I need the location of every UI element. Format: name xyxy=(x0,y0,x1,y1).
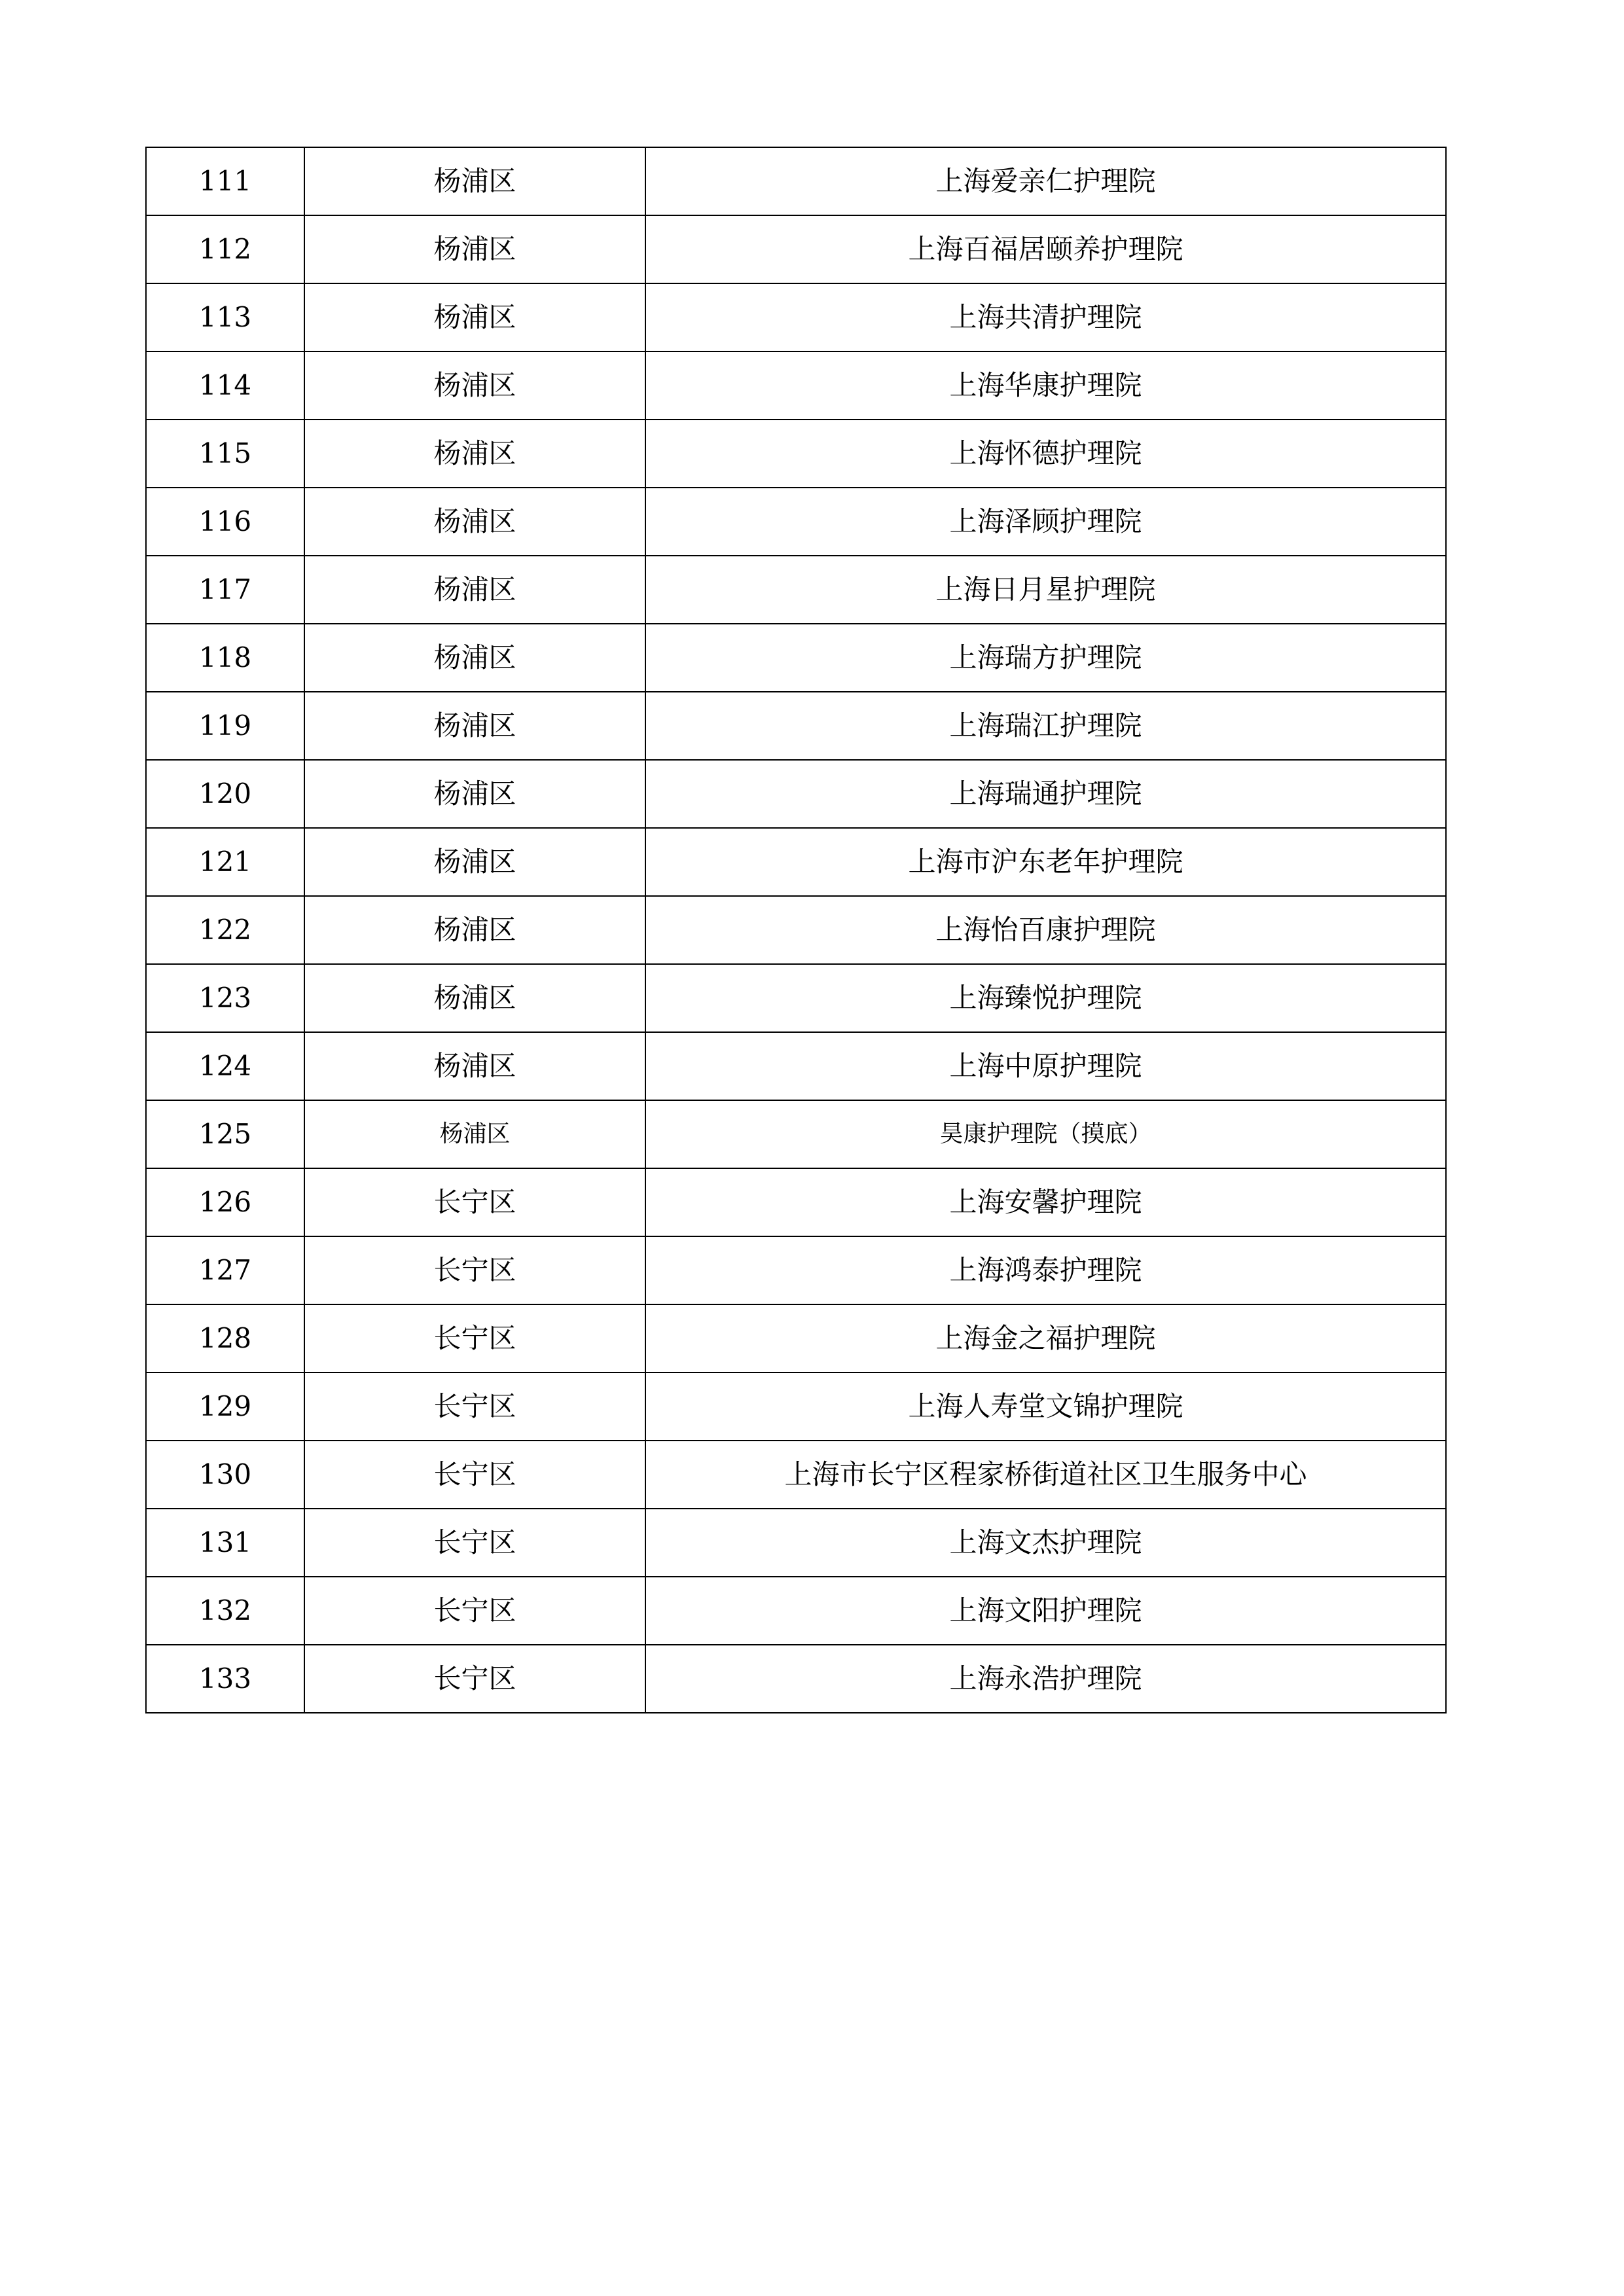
table-row xyxy=(146,760,1446,828)
institution-name-cell: 上海怀德护理院 xyxy=(645,420,1446,488)
row-number: 112 xyxy=(146,215,304,283)
row-number: 121 xyxy=(146,828,304,896)
institution-name-cell: 上海瑞通护理院 xyxy=(645,760,1446,828)
row-number: 125 xyxy=(146,1100,304,1168)
institution-name-cell: 上海瑞江护理院 xyxy=(645,692,1446,760)
institution-name-cell: 昊康护理院（摸底） xyxy=(645,1100,1446,1168)
row-number: 133 xyxy=(146,1645,304,1713)
district-cell: 杨浦区 xyxy=(304,1100,645,1168)
table-row xyxy=(146,1168,1446,1236)
institution-name-cell: 上海人寿堂文锦护理院 xyxy=(645,1372,1446,1441)
district-cell: 长宁区 xyxy=(304,1509,645,1577)
district-cell: 杨浦区 xyxy=(304,828,645,896)
table-row xyxy=(146,1645,1446,1713)
district-cell: 杨浦区 xyxy=(304,488,645,556)
district-cell: 长宁区 xyxy=(304,1645,645,1713)
institution-name-cell: 上海百福居颐养护理院 xyxy=(645,215,1446,283)
institution-name-cell: 上海日月星护理院 xyxy=(645,556,1446,624)
table-row xyxy=(146,1032,1446,1100)
institution-name-cell: 上海爱亲仁护理院 xyxy=(645,147,1446,215)
institution-name-cell: 上海永浩护理院 xyxy=(645,1645,1446,1713)
institution-name-cell: 上海市沪东老年护理院 xyxy=(645,828,1446,896)
district-cell: 长宁区 xyxy=(304,1236,645,1304)
row-number: 131 xyxy=(146,1509,304,1577)
table-row xyxy=(146,1441,1446,1509)
table-row xyxy=(146,351,1446,420)
institution-name-cell: 上海安馨护理院 xyxy=(645,1168,1446,1236)
institution-name-cell: 上海瑞方护理院 xyxy=(645,624,1446,692)
table-row xyxy=(146,692,1446,760)
table-row xyxy=(146,488,1446,556)
table-row xyxy=(146,147,1446,215)
district-cell: 杨浦区 xyxy=(304,692,645,760)
row-number: 128 xyxy=(146,1304,304,1372)
row-number: 126 xyxy=(146,1168,304,1236)
institution-name-cell: 上海文杰护理院 xyxy=(645,1509,1446,1577)
district-cell: 杨浦区 xyxy=(304,624,645,692)
table-row xyxy=(146,215,1446,283)
district-cell: 长宁区 xyxy=(304,1441,645,1509)
table-row xyxy=(146,556,1446,624)
institution-name-cell: 上海臻悦护理院 xyxy=(645,964,1446,1032)
row-number: 119 xyxy=(146,692,304,760)
institution-name-cell: 上海泽顾护理院 xyxy=(645,488,1446,556)
table-row xyxy=(146,1372,1446,1441)
institution-name-cell: 上海怡百康护理院 xyxy=(645,896,1446,964)
row-number: 127 xyxy=(146,1236,304,1304)
district-cell: 长宁区 xyxy=(304,1168,645,1236)
row-number: 114 xyxy=(146,351,304,420)
row-number: 120 xyxy=(146,760,304,828)
table-row xyxy=(146,1509,1446,1577)
institution-name-cell: 上海共清护理院 xyxy=(645,283,1446,351)
district-cell: 杨浦区 xyxy=(304,283,645,351)
table-row xyxy=(146,828,1446,896)
row-number: 132 xyxy=(146,1577,304,1645)
row-number: 113 xyxy=(146,283,304,351)
table-row xyxy=(146,964,1446,1032)
institution-name-cell: 上海华康护理院 xyxy=(645,351,1446,420)
table-row xyxy=(146,283,1446,351)
row-number: 123 xyxy=(146,964,304,1032)
table-row xyxy=(146,624,1446,692)
row-number: 124 xyxy=(146,1032,304,1100)
district-cell: 杨浦区 xyxy=(304,556,645,624)
district-cell: 长宁区 xyxy=(304,1577,645,1645)
district-cell: 杨浦区 xyxy=(304,147,645,215)
table-row xyxy=(146,1236,1446,1304)
row-number: 129 xyxy=(146,1372,304,1441)
table-row xyxy=(146,420,1446,488)
table-row xyxy=(146,1100,1446,1168)
table-row xyxy=(146,1304,1446,1372)
row-number: 111 xyxy=(146,147,304,215)
institution-name-cell: 上海金之福护理院 xyxy=(645,1304,1446,1372)
institution-name-cell: 上海鸿泰护理院 xyxy=(645,1236,1446,1304)
district-cell: 杨浦区 xyxy=(304,964,645,1032)
district-cell: 杨浦区 xyxy=(304,896,645,964)
row-number: 130 xyxy=(146,1441,304,1509)
row-number: 115 xyxy=(146,420,304,488)
row-number: 118 xyxy=(146,624,304,692)
row-number: 116 xyxy=(146,488,304,556)
district-cell: 长宁区 xyxy=(304,1304,645,1372)
district-cell: 杨浦区 xyxy=(304,1032,645,1100)
institution-name-cell: 上海中原护理院 xyxy=(645,1032,1446,1100)
institution-name-cell: 上海文阳护理院 xyxy=(645,1577,1446,1645)
hospital-list-table xyxy=(145,147,1447,1713)
district-cell: 长宁区 xyxy=(304,1372,645,1441)
table-row xyxy=(146,896,1446,964)
district-cell: 杨浦区 xyxy=(304,215,645,283)
row-number: 117 xyxy=(146,556,304,624)
district-cell: 杨浦区 xyxy=(304,420,645,488)
table-row xyxy=(146,1577,1446,1645)
district-cell: 杨浦区 xyxy=(304,351,645,420)
row-number: 122 xyxy=(146,896,304,964)
district-cell: 杨浦区 xyxy=(304,760,645,828)
institution-name-cell: 上海市长宁区程家桥街道社区卫生服务中心 xyxy=(645,1441,1446,1509)
